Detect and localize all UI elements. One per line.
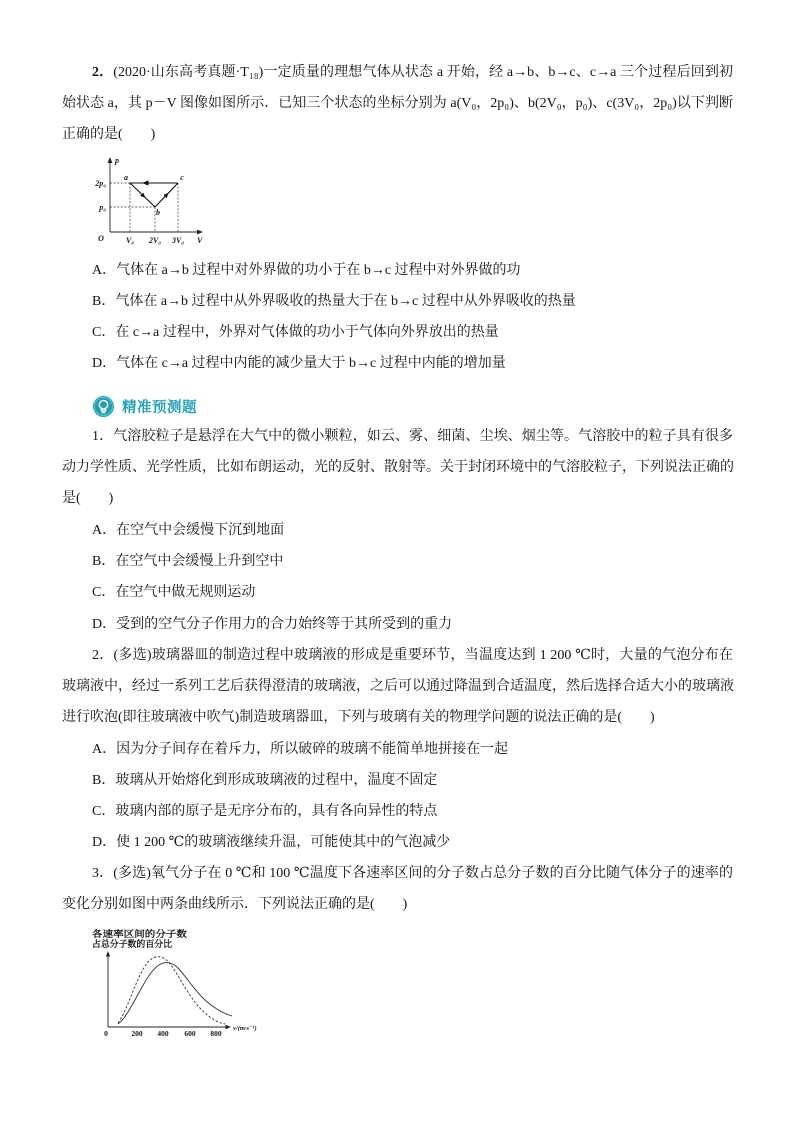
option-text: 因为分子间存在着斥力，所以破碎的玻璃不能简单地拼接在一起 — [116, 742, 509, 757]
predict-2-option-d — [92, 827, 733, 858]
predict-1-option-a — [92, 515, 733, 546]
predict-1-line-2: 动力学性质、光学性质，比如布朗运动，光的反射、散射等。关于封闭环境中的气溶胶粒子，下列说法正确的 — [62, 460, 734, 475]
option-label: C． — [92, 585, 116, 600]
p-axis-arrow — [108, 157, 113, 163]
predict-2-line-3: 进行吹泡(即往玻璃液中吹气)制造玻璃器皿，下列与玻璃有关的物理学问题的说法正确的是( ) — [62, 710, 655, 725]
x-tick-400: 400 — [157, 1029, 169, 1038]
section-title: 精准预测题 — [122, 400, 197, 416]
option-text: 在空气中会缓慢上升到空中 — [115, 554, 284, 569]
x-tick-2v0: 2V₀ — [148, 236, 162, 245]
option-label: B． — [92, 554, 116, 569]
option-label: D． — [92, 356, 117, 371]
predict-1-option-b — [92, 546, 733, 577]
option-label: A． — [92, 523, 117, 538]
predict-2-option-c — [92, 796, 733, 827]
predict-1-line-3: 是( ) — [62, 491, 114, 506]
predict-1-line-1 — [92, 421, 733, 452]
speed-distribution-figure — [85, 925, 275, 1040]
section-heading — [93, 391, 197, 422]
point-a-label: a — [124, 173, 128, 182]
x-axis-label: v/(m·s⁻¹) — [233, 1025, 257, 1032]
p-axis-label: p — [115, 156, 119, 165]
option-text: 在空气中会缓慢下沉到地面 — [116, 523, 285, 538]
v-axis-arrow — [197, 230, 203, 235]
option-label: C． — [92, 325, 116, 340]
option-text: 玻璃从开始熔化到形成玻璃液的过程中，温度不固定 — [115, 773, 438, 788]
q2020-option-b — [92, 286, 733, 317]
y-tick-p0: p₀ — [99, 203, 106, 212]
curve-dashed — [118, 957, 225, 1024]
predict-1-option-d — [92, 609, 733, 640]
question-text: (2020·山东高考真题·T₁₈)一定质量的理想气体从状态 a 开始，经 a→b、b→c、c→a 三个过程后回到初 — [113, 65, 734, 80]
q2020-option-d — [92, 348, 733, 379]
y-tick-2p0: 2p₀ — [95, 179, 106, 188]
option-label: C． — [92, 804, 116, 819]
question-number: 2． — [92, 65, 114, 80]
option-text: 受到的空气分子作用力的合力始终等于其所受到的重力 — [116, 617, 453, 632]
x-tick-v0: V₀ — [125, 236, 135, 245]
predict-3-line-1 — [92, 858, 733, 889]
v-axis-label: V — [197, 236, 203, 245]
y-axis-label-line-2: 占总分子数的百分比 — [92, 939, 174, 949]
q2020-line-2: 始状态 a，其 p－V 图像如图所示．已知三个状态的坐标分别为 a(V₀，2p₀)、b(2V₀，p₀)、c(3V₀，2p₀)以下判断 — [62, 96, 733, 111]
option-label: B． — [92, 773, 116, 788]
option-text: 在 c→a 过程中，外界对气体做的功小于气体向外界放出的热量 — [115, 325, 499, 340]
predict-2-line-2: 玻璃液中，经过一系列工艺后获得澄清的玻璃液，之后可以通过降温到合适温度，然后选择合适大小的玻璃液 — [62, 679, 734, 694]
option-text: 在空气中做无规则运动 — [115, 585, 256, 600]
lightbulb-icon — [93, 396, 114, 417]
option-text: 使 1 200 ℃的玻璃液继续升温，可能使其中的气泡减少 — [116, 835, 451, 850]
predict-2-option-a — [92, 734, 733, 765]
arrow-c-a — [142, 180, 149, 185]
predict-2-option-b — [92, 765, 733, 796]
question-number: 1． — [92, 429, 114, 444]
predict-2-line-1 — [92, 640, 733, 671]
predict-3-line-2: 变化分别如图中两条曲线所示．下列说法正确的是( ) — [62, 897, 408, 912]
x-tick-0: 0 — [104, 1029, 108, 1038]
question-text: 气溶胶粒子是悬浮在大气中的微小颗粒，如云、雾、细菌、尘埃、烟尘等。气溶胶中的粒子具有很多 — [113, 429, 734, 444]
option-text: 气体在 a→b 过程中从外界吸收的热量大于在 b→c 过程中从外界吸收的热量 — [115, 294, 576, 309]
q2020-line-3: 正确的是( ) — [62, 127, 156, 142]
x-tick-800: 800 — [210, 1029, 222, 1038]
q2020-option-c — [92, 317, 733, 348]
pv-diagram — [85, 150, 210, 250]
q2020-option-a — [92, 255, 733, 286]
origin-label: O — [98, 234, 104, 243]
option-label: A． — [92, 742, 117, 757]
option-label: B． — [92, 294, 116, 309]
y-axis-label-line-1: 各速率区间的分子数 — [92, 929, 174, 939]
question-text: (多选)玻璃器皿的制造过程中玻璃液的形成是重要环节，当温度达到 1 200 ℃时，大量的气泡分布在 — [113, 648, 734, 663]
option-label: A． — [92, 263, 117, 278]
y-axis-arrow — [106, 951, 110, 957]
question-number: 2． — [92, 648, 114, 663]
option-label: D． — [92, 617, 117, 632]
point-b-label: b — [156, 208, 160, 217]
option-label: D． — [92, 835, 117, 850]
x-axis-arrow — [226, 1025, 232, 1029]
q2020-line-1 — [92, 57, 733, 88]
curve-solid — [118, 963, 232, 1024]
x-tick-200: 200 — [131, 1029, 143, 1038]
question-text: (多选)氧气分子在 0 ℃和 100 ℃温度下各速率区间的分子数占总分子数的百分比随气体分子的速率的 — [113, 866, 733, 881]
x-tick-600: 600 — [184, 1029, 196, 1038]
point-c-label: c — [180, 173, 184, 182]
option-text: 玻璃内部的原子是无序分布的，具有各向异性的特点 — [115, 804, 438, 819]
question-number: 3． — [92, 866, 114, 881]
option-text: 气体在 c→a 过程中内能的减少量大于 b→c 过程中内能的增加量 — [116, 356, 506, 371]
x-tick-3v0: 3V₀ — [171, 236, 185, 245]
option-text: 气体在 a→b 过程中对外界做的功小于在 b→c 过程中对外界做的功 — [116, 263, 521, 278]
predict-1-option-c — [92, 577, 733, 608]
